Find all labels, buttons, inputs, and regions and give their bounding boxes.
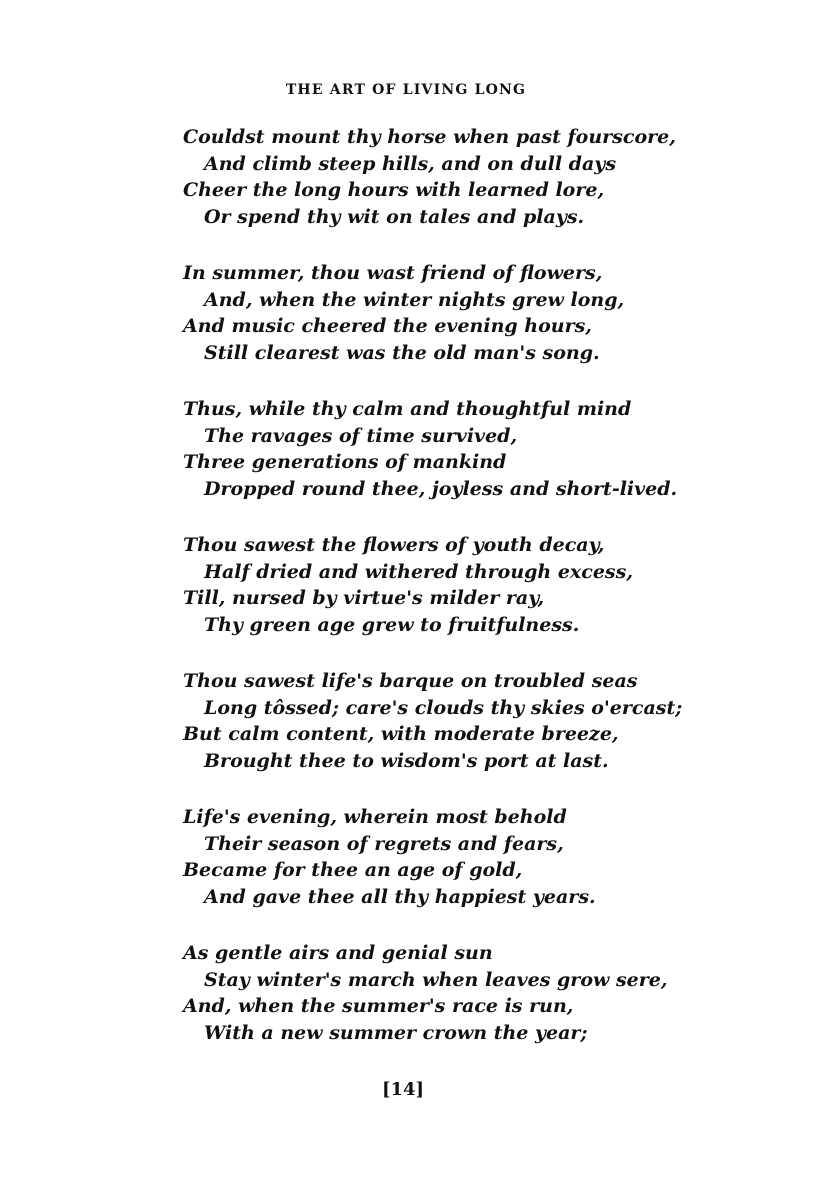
stanza <box>183 532 823 638</box>
poem-line: With a new summer crown the year; <box>204 1021 588 1044</box>
poem-line: And climb steep hills, and on dull days <box>204 152 617 175</box>
page-number: [14] <box>381 1079 425 1100</box>
poem-line: Or spend thy wit on tales and plays. <box>204 205 585 228</box>
poem-line: Till, nursed by virtue's milder ray, <box>183 587 545 609</box>
poem-line: Thou sawest the flowers of youth decay, <box>183 534 605 556</box>
poem-line: Half dried and withered through excess, <box>204 560 633 583</box>
poem-line: Still clearest was the old man's song. <box>204 341 600 364</box>
poem-line: Became for thee an age of gold, <box>183 859 523 881</box>
poem-line: Dropped round thee, joyless and short-lived. <box>204 477 678 500</box>
poem-line: Thy green age grew to fruitfulness. <box>204 613 580 636</box>
poem-line: And, when the summer's race is run, <box>183 995 574 1017</box>
stanza <box>183 804 823 910</box>
poem-line: Long tôssed; care's clouds thy skies o'ercast; <box>204 696 683 719</box>
poem-line: Three generations of mankind <box>183 451 507 473</box>
running-title: THE ART OF LIVING LONG <box>285 82 527 98</box>
poem-line: And gave thee all thy happiest years. <box>204 885 596 908</box>
poem-line: The ravages of time survived, <box>204 424 518 447</box>
stanza <box>183 940 823 1046</box>
poem <box>183 124 823 1076</box>
poem-line: Thus, while thy calm and thoughtful mind <box>183 398 632 420</box>
poem-line: And, when the winter nights grew long, <box>204 288 625 311</box>
poem-line: Brought thee to wisdom's port at last. <box>204 749 609 772</box>
poem-line: Couldst mount thy horse when past fourscore, <box>183 126 676 148</box>
stanza <box>183 260 823 366</box>
poem-line: Their season of regrets and fears, <box>204 832 564 855</box>
poem-line: As gentle airs and genial sun <box>183 942 493 964</box>
poem-line: But calm content, with moderate breeze, <box>183 723 619 745</box>
poem-line: In summer, thou wast friend of flowers, <box>183 262 603 284</box>
stanza <box>183 396 823 502</box>
poem-line: And music cheered the evening hours, <box>183 315 592 337</box>
stanza <box>183 668 823 774</box>
stanza <box>183 124 823 230</box>
poem-line: Stay winter's march when leaves grow sere, <box>204 968 668 991</box>
poem-line: Life's evening, wherein most behold <box>183 806 567 828</box>
poem-line: Thou sawest life's barque on troubled seas <box>183 670 638 692</box>
poem-line: Cheer the long hours with learned lore, <box>183 179 605 201</box>
